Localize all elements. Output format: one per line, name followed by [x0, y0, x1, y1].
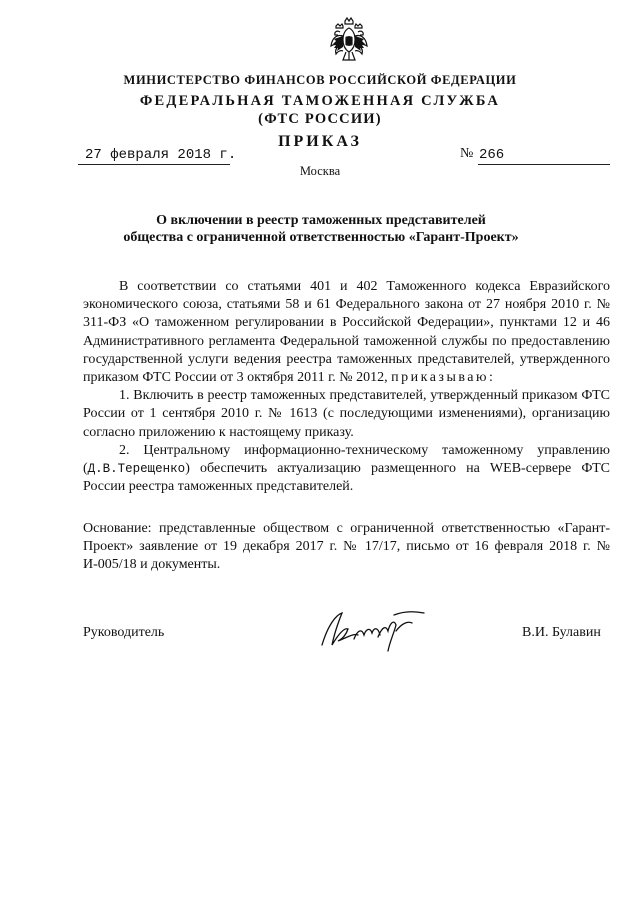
ministry-name: МИНИСТЕРСТВО ФИНАНСОВ РОССИЙСКОЙ ФЕДЕРАЦИИ: [123, 73, 517, 87]
item-1: 1. Включить в реестр таможенных представителей, утвержденный приказом ФТС России от 1 сентября 2010 г. № 1613 (с последующими изменениями), организацию согласно приложению к настоящему приказу.: [83, 388, 610, 440]
item-2-start: 2. Центральному информационно-техническому таможенному управлению (: [83, 442, 610, 477]
document-body: [83, 278, 610, 496]
intro-paragraph: [83, 278, 610, 387]
order-word: приказываю:: [391, 370, 496, 386]
item-2-end: ) обеспечить актуализацию размещенного на WEB-сервере ФТС России реестра таможенных представителей.: [83, 461, 610, 495]
title-line-2: общества с ограниченной ответственностью «Гарант-Проект»: [123, 230, 519, 245]
handwritten-signature: [318, 605, 428, 655]
state-emblem-icon: [328, 16, 370, 66]
item-2: [83, 442, 610, 497]
title-line-1: О включении в реестр таможенных представителей: [156, 213, 486, 228]
basis-section: [83, 520, 610, 575]
signer-role: Руководитель: [83, 625, 165, 640]
basis-text: Основание: представленные обществом с ограниченной ответственностью «Гарант-Проект» заявление от 19 декабря 2017 г. № 17/17, письмо от 16 февраля 2018 г. № И-005/18 и документы.: [83, 521, 610, 573]
document-type: ПРИКАЗ: [278, 133, 362, 150]
item-2-responsible: Д.В.Терещенко: [87, 462, 186, 477]
intro-text: В соответствии со статьями 401 и 402 Таможенного кодекса Евразийского экономического союза, статьями 58 и 61 Федерального закона от 27 ноября 2010 г. № 311-ФЗ «О таможенном регулировании в Российской Федерации», пунктами 12 и 46 Административного регламента Федеральной таможенной службы по предоставлению государственной услуги ведения реестра таможенных представителей, утвержденного приказом ФТС России от 3 октября 2011 г. № 2012,: [83, 279, 610, 386]
service-abbreviation: (ФТС РОССИИ): [258, 111, 382, 127]
number-label: №: [460, 146, 474, 161]
order-date: 27 февраля 2018 г.: [85, 147, 237, 163]
document-title: [60, 212, 582, 246]
order-number: 266: [479, 147, 505, 163]
city: Москва: [299, 164, 341, 178]
signer-name: В.И. Булавин: [522, 625, 601, 640]
service-name: ФЕДЕРАЛЬНАЯ ТАМОЖЕННАЯ СЛУЖБА: [139, 93, 501, 109]
